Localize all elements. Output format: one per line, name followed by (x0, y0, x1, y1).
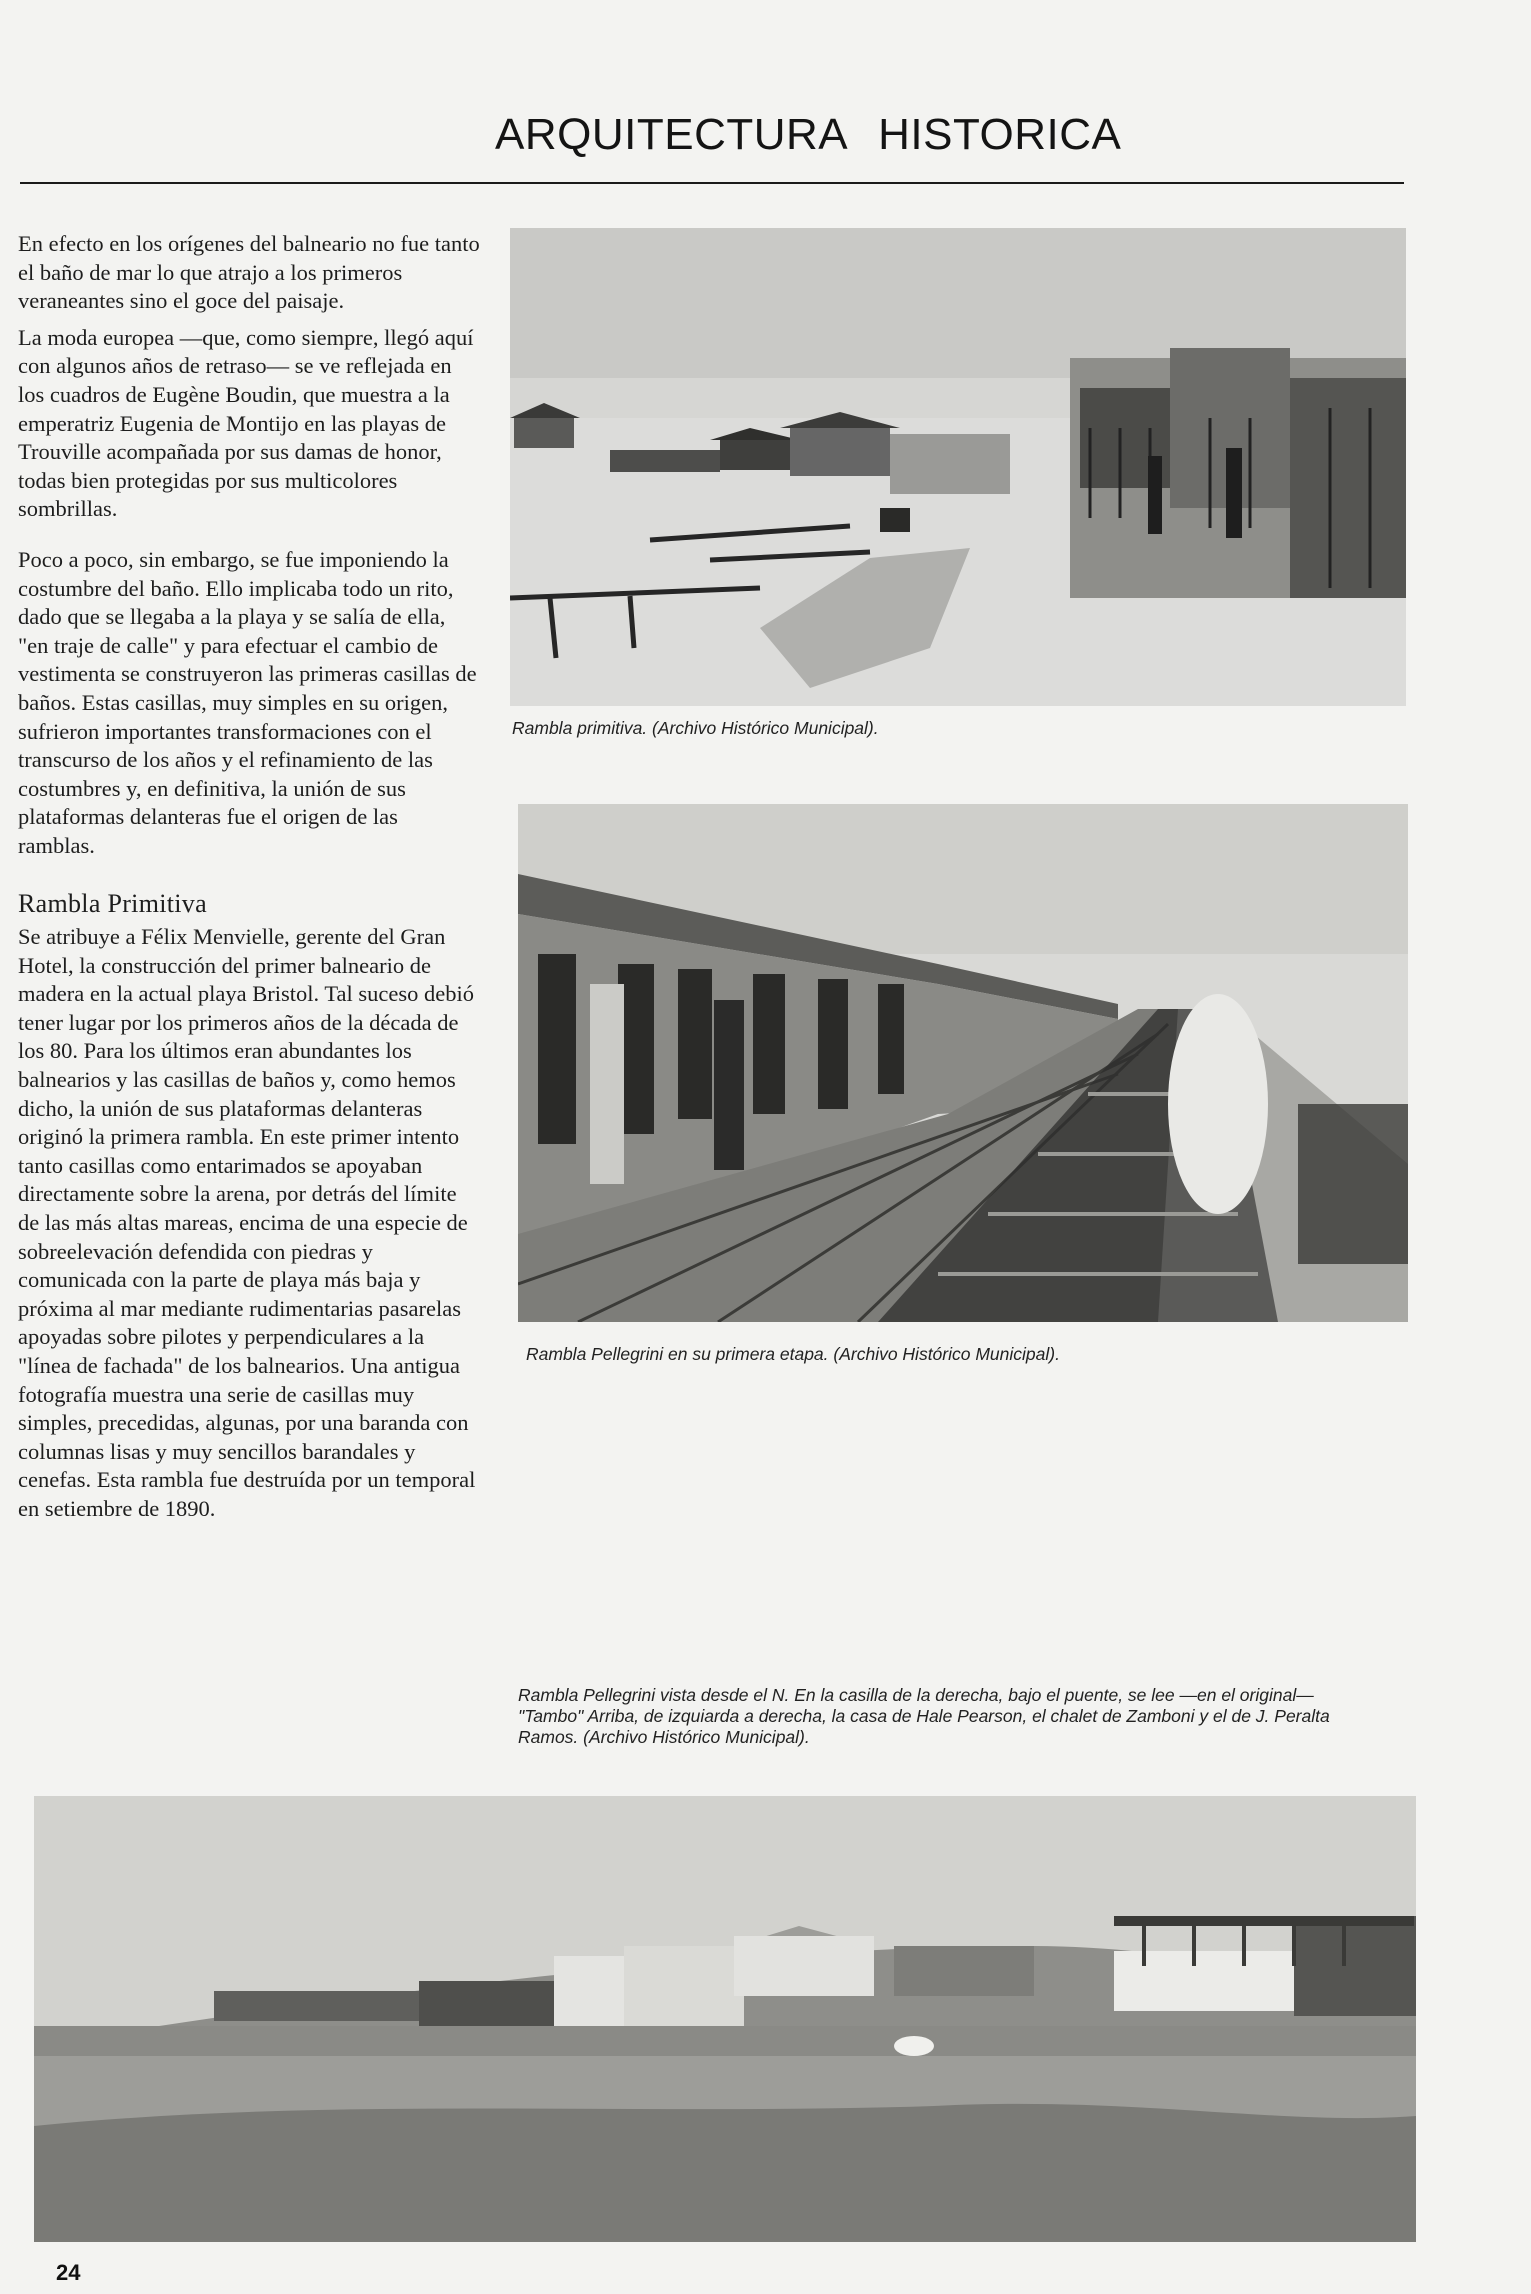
caption-photo-2: Rambla Pellegrini en su primera etapa. (Archivo Histórico Municipal). (526, 1344, 1060, 1364)
caption-photo-3: Rambla Pellegrini vista desde el N. En la casilla de la derecha, bajo el puente, se lee —en el original— "Tambo" Arriba, de izquiarda a derecha, la casa de Hale Pearson, el chalet de Zamboni y el de J. Peralta Ramos. (Archivo Histórico Municipal). (518, 1685, 1330, 1747)
paragraph-2: La moda europea —que, como siempre, llegó aquí con algunos años de retraso— se ve reflejada en los cuadros de Eugène Boudin, que muestra a la emperatriz Eugenia de Montijo en las playas de Trouville acompañada por sus damas de honor, todas bien protegidas por sus multicolores sombrillas. (18, 324, 474, 522)
title-word-arquitectura: ARQUITECTURA (495, 110, 849, 159)
photo-rambla-panorama (34, 1796, 1416, 2242)
title-word-historica: HISTORICA (878, 110, 1122, 159)
photo-rambla-pellegrini (518, 804, 1408, 1322)
paragraph-4: Se atribuye a Félix Menvielle, gerente del Gran Hotel, la construcción del primer balneario de madera en la actual playa Bristol. Tal suceso debió tener lugar por los primeros años de la década de los 80. Para los últimos eran abundantes los balnearios y las casillas de baños y, como hemos dicho, la unión de sus plataformas delanteras originó la primera rambla. En este primer intento tanto casillas como entarimados se apoyaban directamente sobre la arena, por detrás del límite de las más altas mareas, encima de una especie de sobreelevación defendida con piedras y comunicada con la parte de playa más baja y próxima al mar mediante rudimentarias pasarelas apoyadas sobre pilotes y perpendiculares a la "línea de fachada" de los balnearios. Una antigua fotografía muestra una serie de casillas muy simples, precedidas, algunas, por una baranda con columnas lisas y muy sencillos barandales y cenefas. Esta rambla fue destruída por un temporal en setiembre de 1890. (18, 924, 476, 1521)
page-title (495, 110, 1121, 160)
page-number: 24 (56, 2260, 81, 2285)
photo-rambla-primitiva (510, 228, 1406, 706)
section-heading: Rambla Primitiva (18, 889, 207, 919)
header-rule (20, 182, 1404, 184)
article-text-column (18, 230, 480, 1524)
paragraph-3: Poco a poco, sin embargo, se fue imponiendo la costumbre del baño. Ello implicaba todo un rito, dado que se llegaba a la playa y se salía de ella, "en traje de calle" y para efectuar el cambio de vestimenta se construyeron las primeras casillas de baños. Estas casillas, muy simples en su origen, sufrieron importantes transformaciones con el transcurso de los años y el refinamiento de las costumbres y, en definitiva, la unión de sus plataformas delanteras fue el origen de las ramblas. (18, 546, 477, 858)
paragraph-1: En efecto en los orígenes del balneario no fue tanto el baño de mar lo que atrajo a los primeros veraneantes sino el goce del paisaje. (18, 231, 480, 314)
caption-photo-1: Rambla primitiva. (Archivo Histórico Municipal). (512, 718, 879, 738)
